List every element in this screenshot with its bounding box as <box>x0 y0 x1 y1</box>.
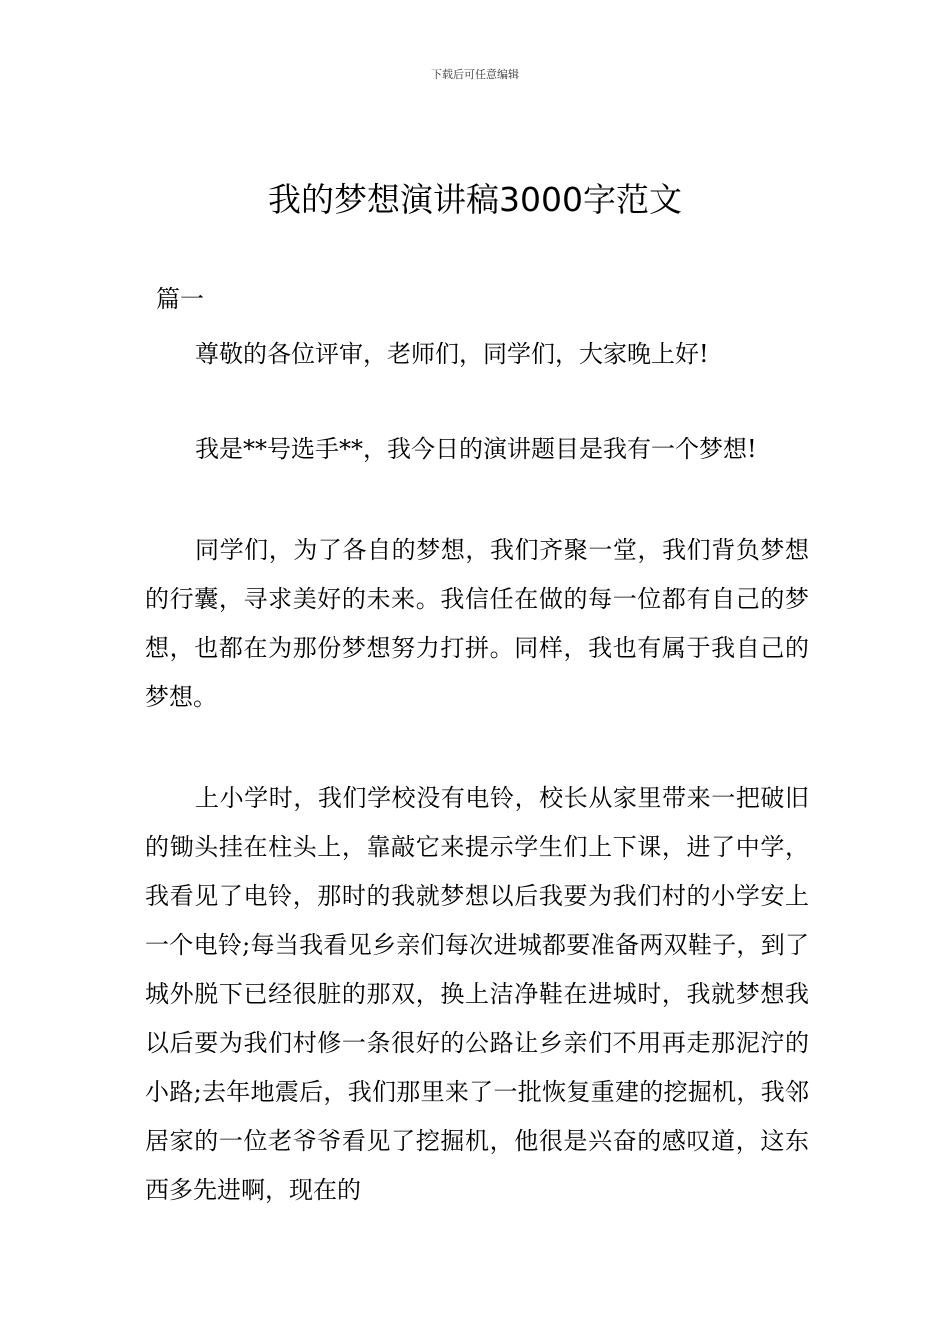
paragraph-greeting: 尊敬的各位评审，老师们，同学们，大家晚上好! <box>195 340 709 368</box>
paragraph-intro: 我是**号选手**，我今日的演讲题目是我有一个梦想! <box>195 435 757 463</box>
header-note: 下载后可任意编辑 <box>431 68 519 81</box>
paragraph-childhood: 上小学时，我们学校没有电铃，校长从家里带来一把破旧的锄头挂在柱头上，靠敲它来提示学生们上下课，进了中学，我看见了电铃，那时的我就梦想以后我要为我们村的小学安上一个电铃;每当我看见乡亲们每次进城都要准备两双鞋子，到了城外脱下已经很脏的那双，换上洁净鞋在进城时，我就梦想我以后要为我们村修一条很好的公路让乡亲们不用再走那泥泞的小路;去年地震后，我们那里来了一批恢复重建的挖掘机，我邻居家的一位老爷爷看见了挖掘机，他很是兴奋的感叹道，这东西多先进啊，现在的 <box>145 784 809 1204</box>
document-title: 我的梦想演讲稿3000字范文 <box>268 180 682 219</box>
section-label: 篇一 <box>156 285 204 313</box>
paragraph-dreams: 同学们，为了各自的梦想，我们齐聚一堂，我们背负梦想的行囊，寻求美好的未来。我信任在做的每一位都有自己的梦想，也都在为那份梦想努力打拼。同样，我也有属于我自己的梦想。 <box>145 536 809 711</box>
